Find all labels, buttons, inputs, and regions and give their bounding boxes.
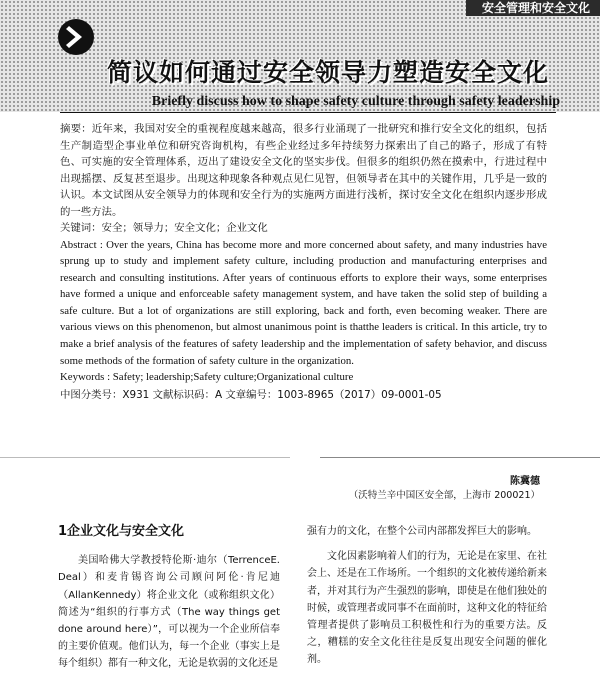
- body-paragraph: 美国哈佛大学教授特伦斯·迪尔（TerrenceE. Deal）和麦肯锡咨询公司顾问阿伦·肯尼迪（AllanKennedy）将企业文化（或称组织文化）简述为“组织的行事方式（The way things get done around here）”，可以视为一个企业所信奉的主要价值观。他们认为，每一个企业（事实上是每个组织）都有一种文化，无论是软弱的文化还是: [58, 555, 280, 670]
- keywords-english: Keywords : Safety; leadership;Safety culture;Organizational culture: [60, 371, 354, 384]
- section-heading: 1企业文化与安全文化: [58, 524, 185, 539]
- article-title: 简议如何通过安全领导力塑造安全文化: [106, 58, 549, 87]
- classification-line: 中图分类号：X931 文献标识码：A 文章编号：1003-8965（2017）09-0001-05: [60, 388, 442, 401]
- section-tag: 安全管理和安全文化: [466, 0, 600, 16]
- author-affiliation: （沃特兰辛中国区安全部，上海市 200021）: [348, 490, 540, 501]
- body-column-right: [307, 523, 547, 669]
- author-name: 陈冀德: [510, 476, 540, 487]
- body-paragraph: 文化因素影响着人们的行为，无论是在家里、在社会上、还是在工作场所。一个组织的文化被传递给新来者，并对其行为产生强烈的影响，即使是在他们独处的时候，或管理者或同事不在面前时，这种文化的特征给管理者提供了影响员工积极性和行为的重要方法。反之，糟糕的安全文化往往是反复出现安全问题的催化剂。: [307, 551, 547, 666]
- keywords-chinese: 关键词：安全；领导力；安全文化；企业文化: [60, 222, 268, 234]
- section-divider-left: [0, 457, 290, 458]
- title-divider: [60, 112, 556, 113]
- abstract-english: Abstract : Over the years, China has become more and more concerned about safety, and many industries have sprung up to study and implement safety culture, including production and manufacturing enterprises and research and consulting institutions. After years of continuous efforts to explore their ways, some enterprises have formed a unique and enforceable safety management system, and have taken the solid step of building a safe culture. But a lot of organizations are still exploring, back and forth, even becoming weaker. There are various views on this phenomenon, but almost unanimous point is thatthe leaders is critical. In this article, try to make a brief analysis of the features of safety leadership and the implementation of safety behavior, and discuss some methods of the formation of safety culture in the organization.: [60, 238, 547, 367]
- abstract-chinese: 摘要：近年来，我国对安全的重视程度越来越高，很多行业涌现了一批研究和推行安全文化的组织，包括生产制造型企事业单位和研究咨询机构，有些企业经过多年持续努力探索出了自己的路子，形成了有特色、可实施的安全管理体系，迈出了建设安全文化的坚实步伐。但很多的组织仍然在摸索中，行进过程中出现摇摆、反复甚至退步。出现这种现象各种观点见仁见智，但领导者在其中的关键作用，几乎是一致的认识。本文试图从安全领导力的体现和安全行为的实施两方面进行浅析，探讨安全文化在组织内逐步形成的一些方法。: [60, 123, 547, 218]
- body-paragraph: 强有力的文化，在整个公司内部都发挥巨大的影响。: [307, 526, 537, 537]
- article-title-english: Briefly discuss how to shape safety culture through safety leadership: [151, 94, 560, 109]
- chevron-right-icon: [58, 19, 94, 55]
- body-column-left: [58, 523, 280, 673]
- section-divider-right: [320, 457, 600, 458]
- abstract-block: [60, 121, 547, 403]
